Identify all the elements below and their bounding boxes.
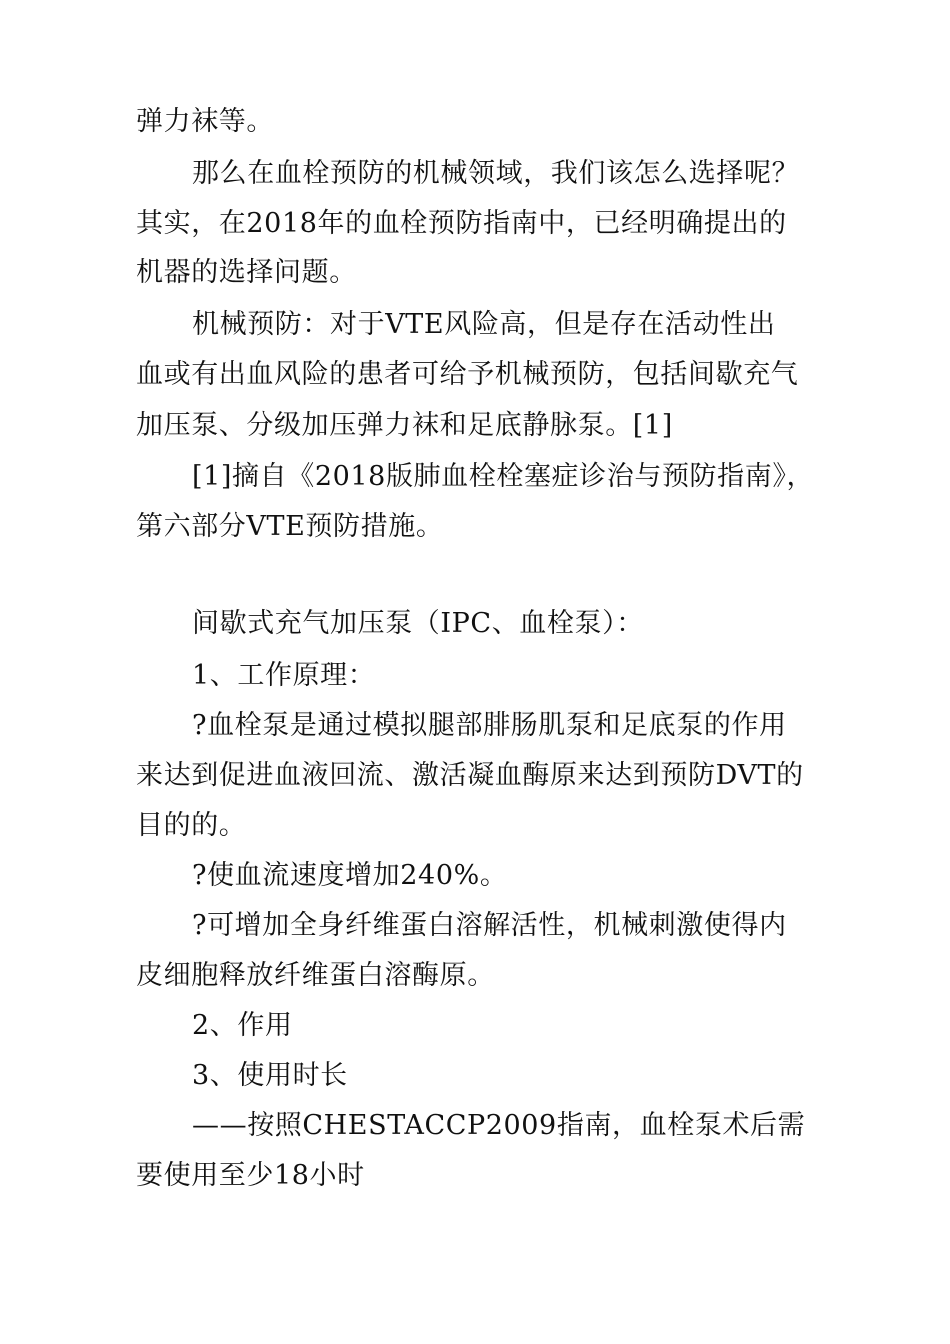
text-line: 机器的选择问题。 xyxy=(136,257,357,288)
text-line: 目的的。 xyxy=(136,810,247,841)
paragraph-line: ——按照CHESTACCP2009指南，血栓泵术后需 xyxy=(192,1110,806,1141)
paragraph-line: 那么在血栓预防的机械领域，我们该怎么选择呢？ xyxy=(192,158,800,189)
text-line: 第六部分VTE预防措施。 xyxy=(136,511,444,542)
paragraph-line: ?使血流速度增加240%。 xyxy=(192,860,508,891)
subsection-heading: 2、作用 xyxy=(192,1010,293,1041)
text-line: 来达到促进血液回流、激活凝血酶原来达到预防DVT的 xyxy=(136,760,804,791)
text-line: 弹力袜等。 xyxy=(136,106,274,137)
footnote-line: [1]摘自《2018版肺血栓栓塞症诊治与预防指南》， xyxy=(192,461,815,492)
text-line: 要使用至少18小时 xyxy=(136,1160,365,1191)
paragraph-line: ?血栓泵是通过模拟腿部腓肠肌泵和足底泵的作用 xyxy=(192,710,787,741)
subsection-heading: 3、使用时长 xyxy=(192,1060,348,1091)
text-line: 加压泵、分级加压弹力袜和足底静脉泵。[1] xyxy=(136,410,673,441)
text-line: 其实，在2018年的血栓预防指南中，已经明确提出的 xyxy=(136,208,787,239)
text-line: 皮细胞释放纤维蛋白溶酶原。 xyxy=(136,960,495,991)
text-line: 血或有出血风险的患者可给予机械预防，包括间歇充气 xyxy=(136,359,799,390)
paragraph-line: ?可增加全身纤维蛋白溶解活性，机械刺激使得内 xyxy=(192,910,787,941)
paragraph-line: 机械预防：对于VTE风险高，但是存在活动性出 xyxy=(192,309,776,340)
section-heading: 间歇式充气加压泵（IPC、血栓泵）： xyxy=(192,608,644,639)
subsection-heading: 1、工作原理： xyxy=(192,660,376,691)
